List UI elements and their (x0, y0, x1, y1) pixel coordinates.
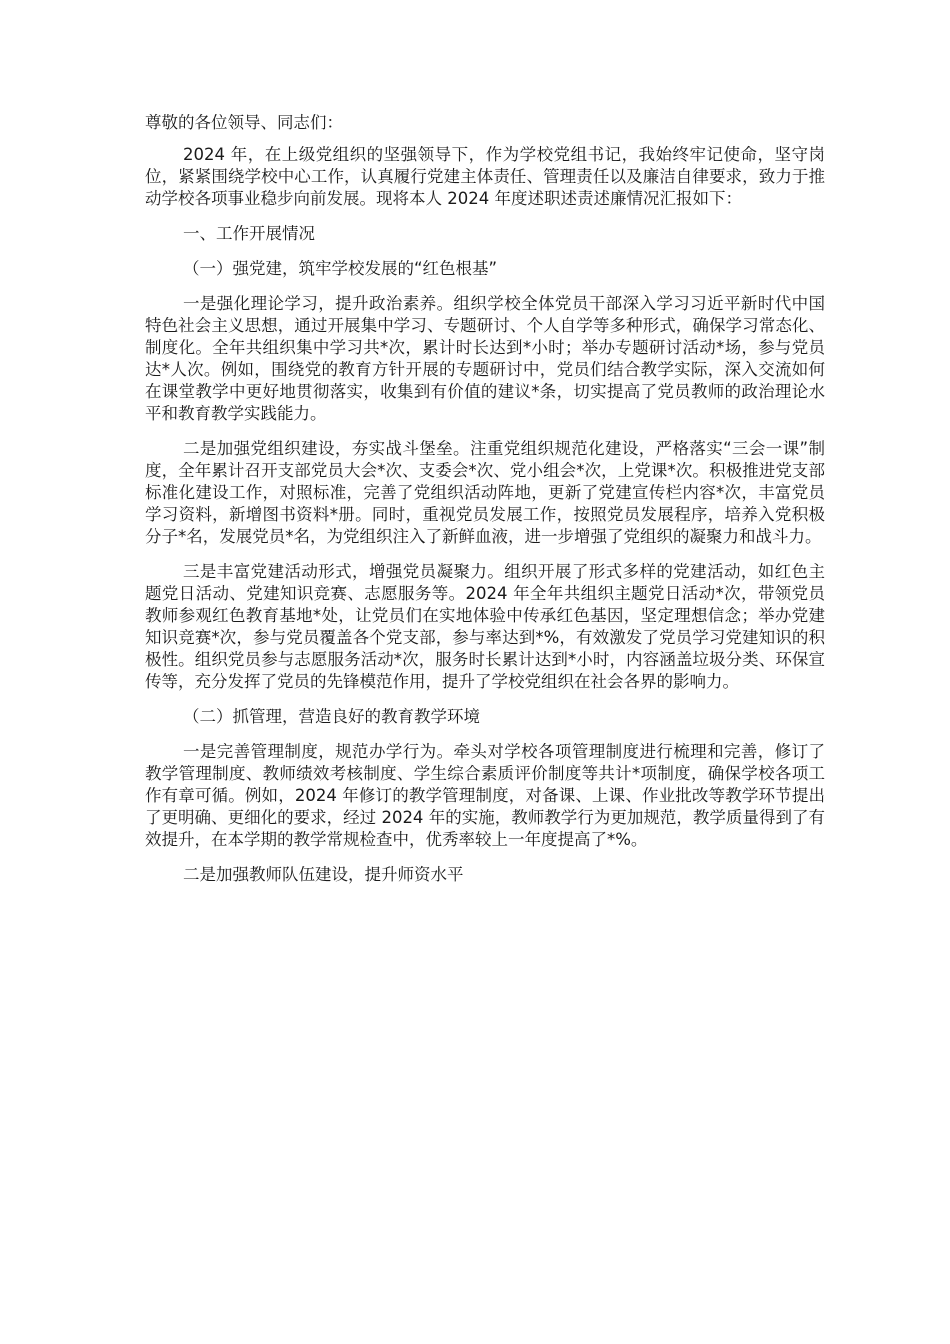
body-paragraph: 一是完善管理制度，规范办学行为。牵头对学校各项管理制度进行梳理和完善，修订了教学管理制度、教师绩效考核制度、学生综合素质评价制度等共计*项制度，确保学校各项工作有章可循。例如，2024 年修订的教学管理制度，对备课、上课、作业批改等教学环节提出了更明确、更细化的要求，经过 2024 年的实施，教师教学行为更加规范，教学质量得到了有效提升，在本学期的教学常规检查中，优秀率较上一年度提高了*%。 (145, 742, 825, 849)
subsection-heading-2: （二）抓管理，营造良好的教育教学环境 (183, 707, 480, 726)
body-paragraph: 二是加强教师队伍建设，提升师资水平 (183, 865, 464, 884)
section-heading-1: 一、工作开展情况 (183, 224, 315, 243)
intro-paragraph: 2024 年，在上级党组织的坚强领导下，作为学校党组书记，我始终牢记使命，坚守岗位，紧紧围绕学校中心工作，认真履行党建主体责任、管理责任以及廉洁自律要求，致力于推动学校各项事业稳步向前发展。现将本人 2024 年度述职述责述廉情况汇报如下： (145, 145, 825, 208)
salutation: 尊敬的各位领导、同志们： (145, 113, 343, 132)
subsection-heading-1: （一）强党建，筑牢学校发展的“红色根基” (183, 259, 498, 278)
body-paragraph: 三是丰富党建活动形式，增强党员凝聚力。组织开展了形式多样的党建活动，如红色主题党日活动、党建知识竞赛、志愿服务等。2024 年全年共组织主题党日活动*次，带领党员教师参观红色教育基地*处，让党员们在实地体验中传承红色基因，坚定理想信念；举办党建知识竞赛*次，参与党员覆盖各个党支部，参与率达到*%，有效激发了党员学习党建知识的积极性。组织党员参与志愿服务活动*次，服务时长累计达到*小时，内容涵盖垃圾分类、环保宣传等，充分发挥了党员的先锋模范作用，提升了学校党组织在社会各界的影响力。 (145, 562, 825, 691)
body-paragraph: 一是强化理论学习，提升政治素养。组织学校全体党员干部深入学习习近平新时代中国特色社会主义思想，通过开展集中学习、专题研讨、个人自学等多种形式，确保学习常态化、制度化。全年共组织集中学习共*次，累计时长达到*小时；举办专题研讨活动*场，参与党员达*人次。例如，围绕党的教育方针开展的专题研讨中，党员们结合教学实际，深入交流如何在课堂教学中更好地贯彻落实，收集到有价值的建议*条，切实提高了党员教师的政治理论水平和教育教学实践能力。 (145, 294, 825, 423)
document-page (145, 112, 825, 899)
body-paragraph: 二是加强党组织建设，夯实战斗堡垒。注重党组织规范化建设，严格落实“三会一课”制度，全年累计召开支部党员大会*次、支委会*次、党小组会*次，上党课*次。积极推进党支部标准化建设工作，对照标准，完善了党组织活动阵地，更新了党建宣传栏内容*次，丰富党员学习资料，新增图书资料*册。同时，重视党员发展工作，按照党员发展程序，培养入党积极分子*名，发展党员*名，为党组织注入了新鲜血液，进一步增强了党组织的凝聚力和战斗力。 (145, 439, 826, 546)
